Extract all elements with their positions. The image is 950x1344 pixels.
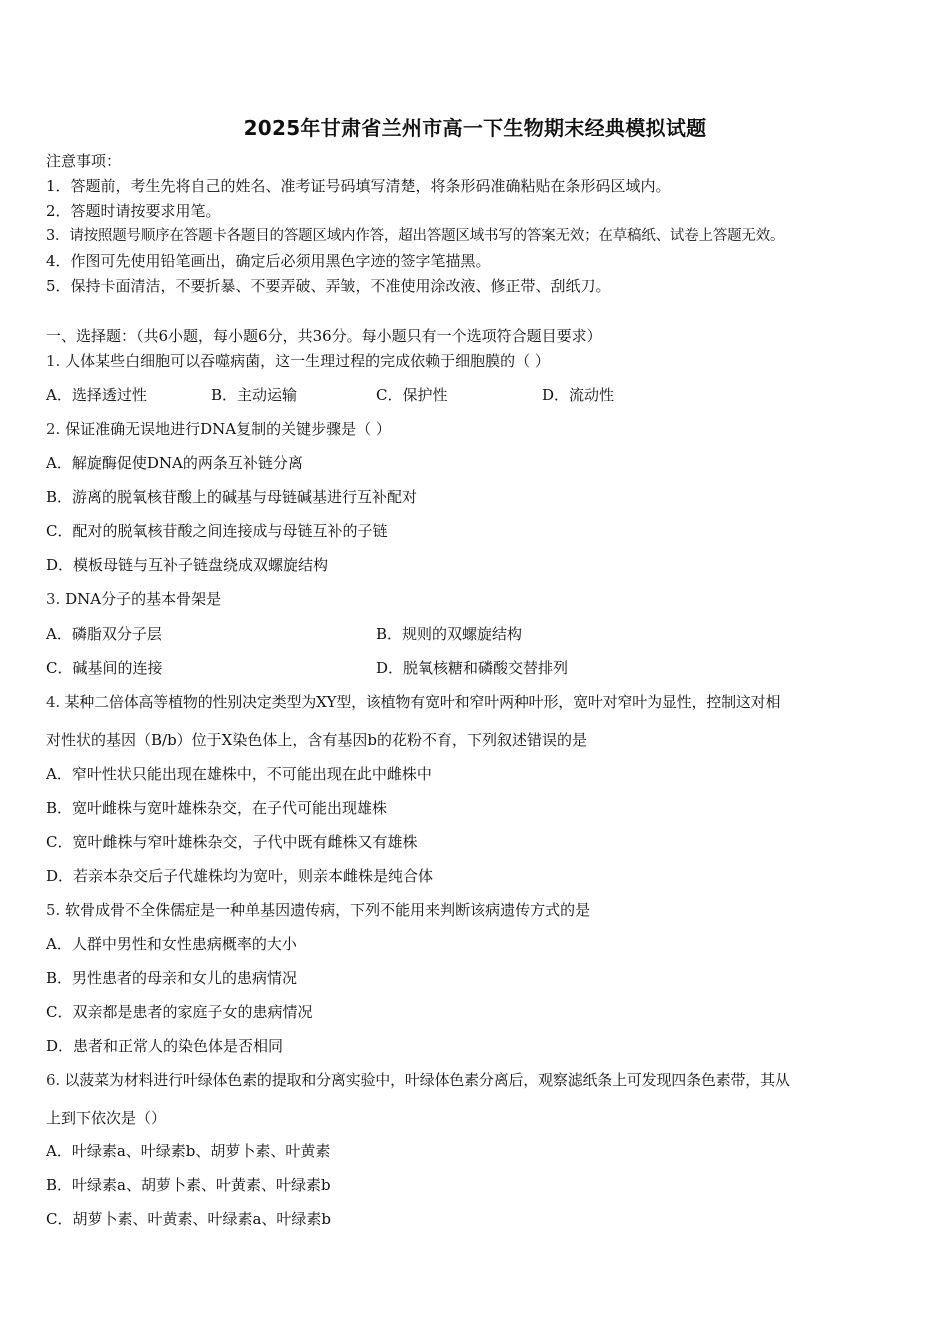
option-c: C．碱基间的连接 — [46, 659, 163, 677]
question-number: 4. — [46, 693, 60, 711]
option-d: D．患者和正常人的染色体是否相同 — [46, 1037, 284, 1055]
notice-item: 3．请按照题号顺序在答题卡各题目的答题区域内作答，超出答题区域书写的答案无效；在草稿纸、试卷上答题无效。 — [46, 228, 785, 244]
question-stem: 某种二倍体高等植物的性别决定类型为XY型，该植物有宽叶和窄叶两种叶形，宽叶对窄叶为显性，控制这对相 — [64, 693, 781, 711]
question-number: 5. — [46, 901, 61, 919]
option-a: A．窄叶性状只能出现在雄株中，不可能出现在此中雌株中 — [46, 765, 432, 783]
option-d: D．流动性 — [542, 386, 615, 404]
question-number: 1. — [46, 352, 61, 370]
question-stem: 以菠菜为材料进行叶绿体色素的提取和分离实验中，叶绿体色素分离后，观察滤纸条上可发现四条色素带，其从 — [64, 1071, 790, 1089]
question-6 — [46, 1070, 790, 1090]
section-heading: 一、选择题：（共6小题，每小题6分，共36分。每小题只有一个选项符合题目要求） — [46, 327, 602, 345]
option-b: B．男性患者的母亲和女儿的患病情况 — [46, 969, 298, 987]
question-stem: DNA分子的基本骨架是 — [65, 590, 222, 608]
notice-item: 1．答题前，考生先将自己的姓名、准考证号码填写清楚，将条形码准确粘贴在条形码区域内。 — [46, 177, 671, 195]
option-c: C．双亲都是患者的家庭子女的患病情况 — [46, 1003, 313, 1021]
question-5 — [46, 900, 590, 920]
question-4 — [46, 692, 780, 712]
option-a: A．选择透过性 — [46, 386, 147, 404]
option-c: C．保护性 — [376, 386, 448, 404]
notice-item: 2．答题时请按要求用笔。 — [46, 202, 221, 220]
option-b: B．规则的双螺旋结构 — [376, 625, 523, 643]
option-b: B．叶绿素a、胡萝卜素、叶黄素、叶绿素b — [46, 1176, 331, 1194]
page-title: 2025年甘肃省兰州市高一下生物期末经典模拟试题 — [243, 116, 707, 140]
option-c: C．胡萝卜素、叶黄素、叶绿素a、叶绿素b — [46, 1210, 332, 1228]
option-d: D．模板母链与互补子链盘绕成双螺旋结构 — [46, 556, 329, 574]
question-3 — [46, 589, 221, 609]
option-b: B．主动运输 — [211, 386, 298, 404]
notice-heading: 注意事项： — [46, 152, 122, 170]
option-a: A．人群中男性和女性患病概率的大小 — [46, 935, 297, 953]
notice-item: 5．保持卡面清洁，不要折暴、不要弄破、弄皱，不准使用涂改液、修正带、刮纸刀。 — [46, 277, 611, 295]
question-stem: 软骨成骨不全侏儒症是一种单基因遗传病，下列不能用来判断该病遗传方式的是 — [65, 901, 591, 919]
option-b: B．游离的脱氧核苷酸上的碱基与母链碱基进行互补配对 — [46, 488, 418, 506]
option-a: A．叶绿素a、叶绿素b、胡萝卜素、叶黄素 — [46, 1142, 331, 1160]
question-stem-continued: 对性状的基因（B/b）位于X染色体上，含有基因b的花粉不育，下列叙述错误的是 — [46, 731, 587, 749]
option-b: B．宽叶雌株与宽叶雄株杂交，在子代可能出现雄株 — [46, 799, 388, 817]
question-number: 2. — [46, 420, 61, 438]
question-stem: 人体某些白细胞可以吞噬病菌，这一生理过程的完成依赖于细胞膜的（ ） — [65, 352, 550, 370]
notice-item: 4．作图可先使用铅笔画出，确定后必须用黑色字迹的签字笔描黑。 — [46, 252, 491, 270]
question-number: 3. — [46, 590, 61, 608]
question-stem: 保证准确无误地进行DNA复制的关键步骤是（ ） — [65, 420, 391, 438]
question-number: 6. — [46, 1071, 60, 1089]
question-1 — [46, 351, 550, 371]
option-c: C．配对的脱氧核苷酸之间连接成与母链互补的子链 — [46, 522, 388, 540]
option-a: A．解旋酶促使DNA的两条互补链分离 — [46, 454, 303, 472]
question-2 — [46, 419, 391, 439]
question-stem-continued: 上到下依次是（） — [46, 1109, 167, 1127]
option-d: D．若亲本杂交后子代雄株均为宽叶，则亲本雌株是纯合体 — [46, 867, 434, 885]
option-a: A．磷脂双分子层 — [46, 625, 162, 643]
option-c: C．宽叶雌株与窄叶雄株杂交，子代中既有雌株又有雄株 — [46, 833, 418, 851]
option-d: D．脱氧核糖和磷酸交替排列 — [376, 659, 569, 677]
